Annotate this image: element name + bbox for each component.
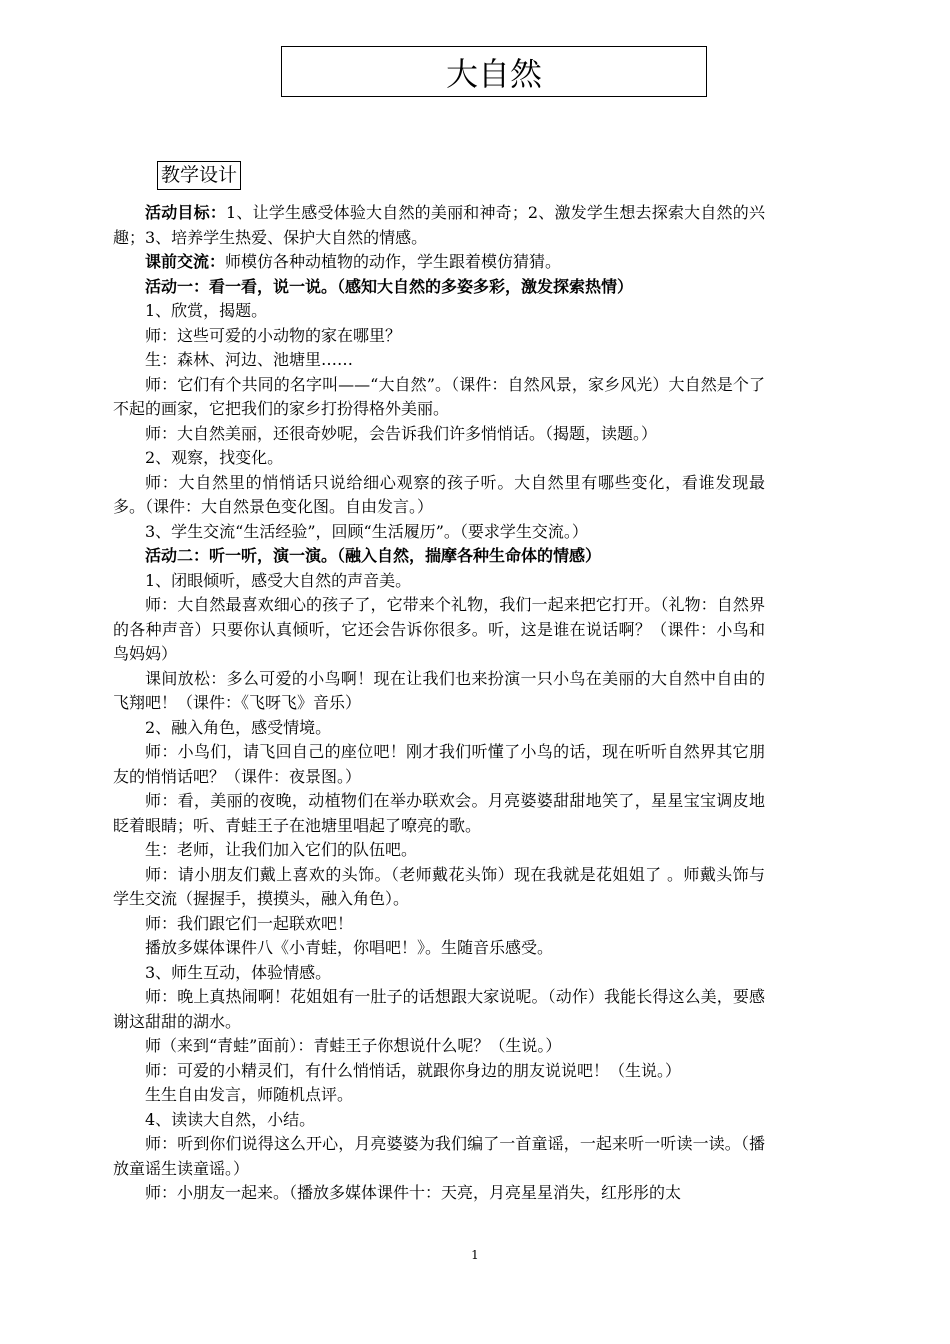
paragraph	[113, 544, 765, 569]
paragraph	[113, 569, 765, 594]
page-number: 1	[471, 1248, 479, 1262]
paragraph-text: 师：听到你们说得这么开心，月亮婆婆为我们编了一首童谣，一起来听一听读一读。（播放童谣生读童谣。）	[113, 1134, 765, 1178]
document-title: 大自然	[281, 46, 707, 97]
paragraph	[113, 1059, 765, 1084]
paragraph	[113, 1034, 765, 1059]
paragraph	[113, 520, 765, 545]
paragraph-text: 生：森林、河边、池塘里……	[145, 350, 354, 369]
paragraph	[113, 961, 765, 986]
paragraph-text: 师：小鸟们，请飞回自己的座位吧！刚才我们听懂了小鸟的话，现在听听自然界其它朋友的悄悄话吧？（课件：夜景图。）	[113, 742, 765, 786]
paragraph-text: 3、学生交流“生活经验”，回顾“生活履历”。（要求学生交流。）	[145, 521, 588, 541]
paragraph	[113, 1132, 765, 1181]
paragraph-text: 师：小朋友一起来。（播放多媒体课件十：天亮，月亮星星消失，红彤彤的太	[145, 1183, 682, 1202]
paragraph-text: 1、让学生感受体验大自然的美丽和神奇；2、激发学生想去探索大自然的兴趣；3、培养学生热爱、保护大自然的情感。	[113, 203, 765, 247]
paragraph	[113, 201, 765, 250]
paragraph	[113, 985, 765, 1034]
paragraph	[113, 936, 765, 961]
paragraph	[113, 789, 765, 838]
paragraph	[113, 863, 765, 912]
paragraph	[113, 1083, 765, 1108]
paragraph-text: 师：这些可爱的小动物的家在哪里？	[145, 325, 402, 345]
lesson-body	[113, 201, 765, 1206]
paragraph-text: 3、师生互动，体验情感。	[145, 962, 332, 982]
paragraph	[113, 348, 765, 373]
paragraph	[113, 373, 765, 422]
paragraph-text: 师：它们有个共同的名字叫——“大自然”。（课件：自然风景，家乡风光）大自然是个了不起的画家，它把我们的家乡打扮得格外美丽。	[113, 374, 765, 418]
paragraph-text: 师：晚上真热闹啊！花姐姐有一肚子的话想跟大家说呢。（动作）我能长得这么美，要感谢这甜甜的湖水。	[113, 987, 765, 1031]
paragraph	[113, 716, 765, 741]
paragraph-text: 师：大自然美丽，还很奇妙呢，会告诉我们许多悄悄话。（揭题，读题。）	[145, 423, 658, 443]
paragraph	[113, 422, 765, 447]
paragraph-text: 播放多媒体课件八《小青蛙，你唱吧！》。生随音乐感受。	[145, 938, 554, 957]
paragraph	[113, 838, 765, 863]
paragraph-text: 1、闭眼倾听，感受大自然的声音美。	[145, 570, 412, 590]
paragraph	[113, 299, 765, 324]
paragraph-label: 活动二：听一听，演一演。（融入自然，揣摩各种生命体的情感）	[145, 546, 602, 565]
paragraph-text: 师：请小朋友们戴上喜欢的头饰。（老师戴花头饰）现在我就是花姐姐了 。师戴头饰与学生交流（握握手，摸摸头，融入角色）。	[113, 864, 765, 908]
paragraph	[113, 667, 765, 716]
paragraph-text: 师：大自然最喜欢细心的孩子了，它带来个礼物，我们一起来把它打开。（礼物：自然界的各种声音）只要你认真倾听，它还会告诉你很多。听，这是谁在说话啊？（课件：小鸟和鸟妈妈）	[113, 595, 765, 663]
paragraph	[113, 250, 765, 275]
paragraph-text: 4、读读大自然，小结。	[145, 1109, 316, 1129]
paragraph	[113, 275, 765, 300]
paragraph-label: 活动一：看一看，说一说。（感知大自然的多姿多彩，激发探索热情）	[145, 276, 634, 296]
paragraph-text: 课间放松：多么可爱的小鸟啊！现在让我们也来扮演一只小鸟在美丽的大自然中自由的飞翔吧！（课件：《飞呀飞》音乐）	[113, 668, 765, 712]
paragraph-text: 师：大自然里的悄悄话只说给细心观察的孩子听。大自然里有哪些变化，看谁发现最多。（课件：大自然景色变化图。自由发言。）	[113, 472, 765, 516]
paragraph-text: 师：看，美丽的夜晚，动植物们在举办联欢会。月亮婆婆甜甜地笑了，星星宝宝调皮地眨着眼睛；听、青蛙王子在池塘里唱起了嘹亮的歌。	[113, 791, 765, 835]
paragraph	[113, 471, 765, 520]
paragraph	[113, 446, 765, 471]
paragraph-text: 师：我们跟它们一起联欢吧！	[145, 913, 354, 933]
paragraph-text: 师模仿各种动植物的动作，学生跟着模仿猜猜。	[225, 252, 562, 271]
paragraph-text: 生生自由发言，师随机点评。	[145, 1085, 354, 1104]
paragraph	[113, 324, 765, 349]
paragraph-label: 活动目标：	[145, 203, 227, 222]
paragraph-text: 2、融入角色，感受情境。	[145, 717, 332, 737]
paragraph	[113, 1108, 765, 1133]
paragraph-text: 师：可爱的小精灵们，有什么悄悄话，就跟你身边的朋友说说吧！（生说。）	[145, 1060, 682, 1080]
paragraph	[113, 740, 765, 789]
paragraph-text: 师（来到“青蛙”面前）：青蛙王子你想说什么呢？（生说。）	[145, 1036, 562, 1055]
paragraph	[113, 1181, 765, 1206]
paragraph-text: 1、欣赏，揭题。	[145, 301, 268, 320]
paragraph-text: 生：老师，让我们加入它们的队伍吧。	[145, 840, 418, 859]
section-heading: 教学设计	[157, 161, 241, 190]
paragraph-label: 课前交流：	[145, 252, 226, 271]
paragraph	[113, 912, 765, 937]
paragraph	[113, 593, 765, 667]
paragraph-text: 2、观察，找变化。	[145, 448, 284, 467]
